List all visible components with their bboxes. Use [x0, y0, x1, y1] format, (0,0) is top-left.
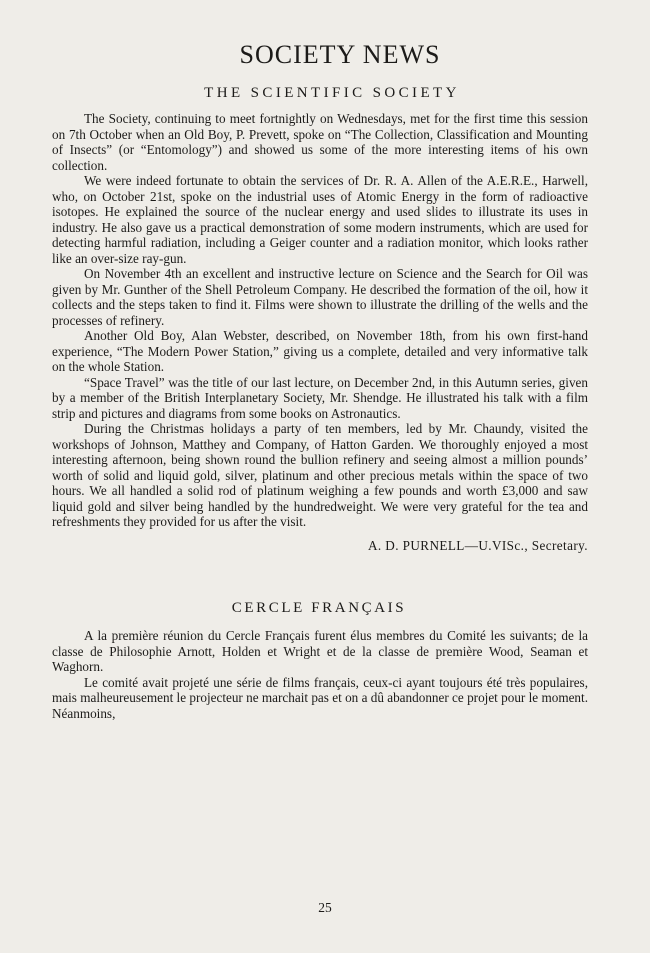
cercle-francais-body — [52, 628, 588, 721]
paragraph: Another Old Boy, Alan Webster, described, on November 18th, from his own first-hand experience, “The Modern Power Station,” giving us a complete, detailed and very informative talk on the whole Station. — [52, 328, 588, 374]
section-heading-cercle-francais: CERCLE FRANÇAIS — [231, 600, 407, 616]
paragraph: During the Christmas holidays a party of ten members, led by Mr. Chaundy, visited the workshops of Johnson, Matthey and Company, of Hatton Garden. We thoroughly enjoyed a most interesting afternoon, being shown round the bullion refinery and seeing almost a million pounds’ worth of solid and liquid gold, silver, platinum and other precious metals within the space of two hours. We all handled a solid rod of platinum weighing a few pounds and worth £3,000 and saw liquid gold and silver being handled by the hundredweight. We were very grateful for the tea and refreshments they provided for us after the visit. — [52, 421, 588, 529]
page-title: SOCIETY NEWS — [239, 40, 441, 69]
page-number: 25 — [318, 900, 332, 915]
scientific-society-body — [52, 111, 588, 553]
paragraph: A la première réunion du Cercle Français furent élus membres du Comité les suivants; de la classe de Philosophie Arnott, Holden et Wright et de la classe de première Wood, Seaman et Waghorn. — [52, 628, 588, 674]
paragraph: Le comité avait projeté une série de films français, ceux-ci ayant toujours été très populaires, mais malheureusement le projecteur ne marchait pas et on a dû abandonner ce projet pour le moment. Néanmoins, — [52, 674, 588, 721]
secretary-signature: A. D. PURNELL—U.VISc., Secretary. — [367, 537, 588, 553]
paragraph: We were indeed fortunate to obtain the services of Dr. R. A. Allen of the A.E.R.E., Harwell, who, on October 21st, spoke on the industrial uses of Atomic Energy in the form of radioactive isotopes. He explained the source of the nuclear energy and used slides to illustrate its uses in industry. He also gave us a practical demonstration of some modern instruments, which are used for detecting harmful radiation, including a Geiger counter and a radiation monitor, which looks rather like an over-size ray-gun. — [52, 173, 588, 266]
section-heading-scientific-society: THE SCIENTIFIC SOCIETY — [204, 85, 460, 101]
paragraph: “Space Travel” was the title of our last lecture, on December 2nd, in this Autumn series, given by a member of the British Interplanetary Society, Mr. Shendge. He illustrated his talk with a film strip and pictures and diagrams from some books on Astronautics. — [52, 374, 588, 421]
paragraph: The Society, continuing to meet fortnightly on Wednesdays, met for the first time this session on 7th October when an Old Boy, P. Prevett, spoke on “The Collection, Classification and Mounting of Insects” (or “Entomology”) and showed us some of the more interesting items of his own collection. — [52, 111, 588, 173]
paragraph: On November 4th an excellent and instructive lecture on Science and the Search for Oil was given by Mr. Gunther of the Shell Petroleum Company. He described the formation of the oil, how it collects and the steps taken to find it. Films were shown to illustrate the drilling of the wells and the processes of refinery. — [52, 266, 588, 328]
page — [52, 40, 588, 721]
